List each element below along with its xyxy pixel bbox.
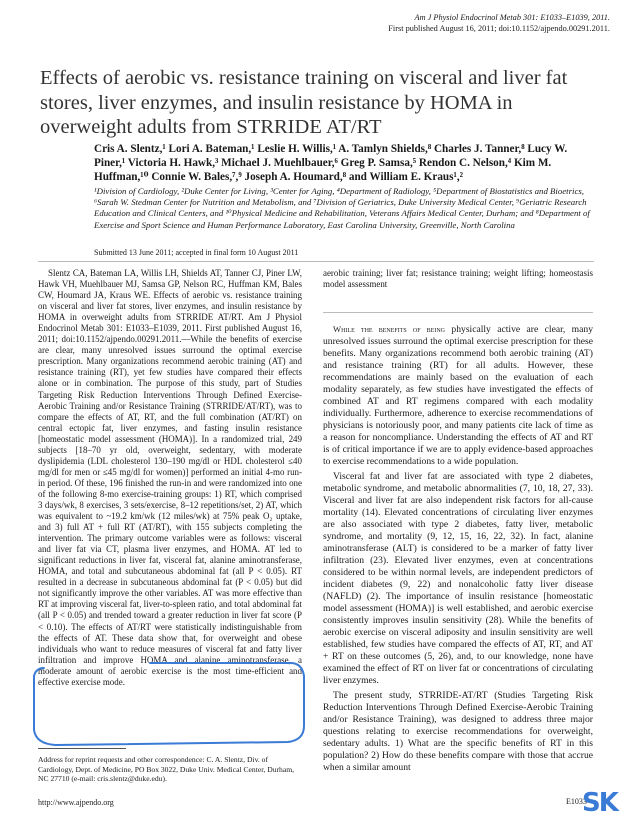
affiliations: ¹Division of Cardiology, ²Duke Center for Living, ³Center for Aging, ⁴Department of Radiology, ⁵Department of Biostatistics and Bioetrics, ⁶Sarah W. Stedman Center for Nutrition and Metabolism, and ⁷Division of Geriatrics, Duke University Medical Center, ⁹Geriatric Research Education and Clinical Centers, and ¹⁰Physical Medicine and Rehabilitation, Veterans Affairs Medical Center, Durham; and ⁸Department of Exercise and Sport Science and Human Performance Laboratory, East Carolina University, Greenville, North Carolina — [94, 186, 590, 230]
intro-text-1: physically active are clear, many unresolved issues surround the optimal exercise prescription for these benefits. Many organizations recommend both aerobic training (AT) and resistance training (RT) for all adults. However, these recommendations are mainly based on the evaluation of each modality separately, as few studies have investigated the effects of combined AT and RT regimens compared with each modality individually. Furthermore, adherence to exercise recommendations of physicians is notoriously poor, and many patients cite lack of time as a reason for noncompliance. Understanding the effects of AT and RT is of critical importance if we are to apply evidence-based approaches to exercise recommendations to a wide population. — [323, 324, 593, 467]
article-title: Effects of aerobic vs. resistance training on visceral and liver fat stores, liver enzymes, and insulin resistance by HOMA in overweight adults from STRRIDE AT/RT — [40, 67, 568, 138]
highlight-circle — [34, 663, 304, 745]
submission-dates: Submitted 13 June 2011; accepted in final form 10 August 2011 — [94, 248, 299, 257]
page-number: E1033 — [566, 797, 587, 806]
journal-url[interactable]: http://www.ajpendo.org — [38, 798, 114, 807]
intro-paragraph-3: The present study, STRRIDE-AT/RT (Studies Targeting Risk Reduction Interventions Through Defined Exercise-Aerobic Training and/or Resistance Training), was designed to address three major questions relating to exercise recommendations for overweight, sedentary adults. 1) What are the specific benefits of RT in this population? 2) How do these benefits compare with those that accrue when a similar amount — [323, 690, 593, 773]
author-list: Cris A. Slentz,¹ Lori A. Bateman,¹ Leslie H. Willis,¹ A. Tamlyn Shields,⁸ Charles J. Tanner,⁸ Lucy W. Piner,¹ Victoria H. Hawk,³ Michael J. Muehlbauer,⁶ Greg P. Samsa,⁵ Rendon C. Nelson,⁴ Kim M. Huffman,¹⁰ Connie W. Bales,⁷,⁹ Joseph A. Houmard,⁸ and William E. Kraus¹,² — [94, 143, 568, 183]
correspondence-footnote: Address for reprint requests and other correspondence: C. A. Slentz, Div. of Cardiology, Dept. of Medicine, PO Box 3022, Duke Univ. Medical Center, Durham, NC 27710 (e-mail: cris.slentz@duke.edu). — [38, 755, 295, 784]
intro-lead: While the benefits of being — [333, 324, 446, 334]
intro-paragraph-2: Visceral fat and liver fat are associated with type 2 diabetes, metabolic syndrome, and metabolic abnormalities (7, 10, 18, 27, 33). Visceral and liver fat are also independent risk factors for all-cause mortality (14). Elevated concentrations of circulating liver enzymes are also associated with type 2 diabetes, fatty liver, metabolic syndrome, and mortality (9, 12, 15, 16, 22, 32). In fact, alanine aminotransferase (ALT) is considered to be a marker of fatty liver infiltration (23). Elevated liver enzymes, even at concentrations considered to be within normal levels, are independent predictors of incident diabetes (9, 22) and nonalcoholic fatty liver disease (NAFLD) (2). The importance of insulin resistance [homeostatic model assessment (HOMA)] is well established, and aerobic exercise consistently improves insulin sensitivity (28). While the benefits of aerobic exercise on visceral adiposity and insulin sensitivity are well established, few studies have compared the effects of AT, RT, and AT + RT on these outcomes (5, 26), and, to our knowledge, none have examined the effect of RT on liver fat or concentrations of circulating liver enzymes. — [323, 471, 593, 686]
abstract-text: Slentz CA, Bateman LA, Willis LH, Shields AT, Tanner CJ, Piner LW, Hawk VH, Muehlbauer MJ, Samsa GP, Nelson RC, Huffman KM, Bales CW, Houmard JA, Kraus WE. Effects of aerobic vs. resistance training on visceral and liver fat stores, liver enzymes, and insulin resistance by HOMA in overweight adults from STRRIDE AT/RT. Am J Physiol Endocrinol Metab 301: E1033–E1039, 2011. First published August 16, 2011; doi:10.1152/ajpendo.00291.2011.—While the benefits of exercise are clear, many unresolved issues surround the optimal exercise prescription. Many organizations recommend aerobic training (AT) and resistance training (RT), yet few studies have compared their effects alone or in combination. The purpose of this study, part of Studies Targeting Risk Reduction Interventions Through Defined Exercise-Aerobic Training and/or Resistance Training (STRRIDE/AT/RT), was to compare the effects of AT, RT, and the full combination (AT/RT) on central ectopic fat, liver enzymes, and fasting insulin resistance [homeostatic model assessment (HOMA)]. In a randomized trial, 249 subjects [18–70 yr old, overweight, sedentary, with moderate dyslipidemia (LDL cholesterol 130–190 mg/dl or HDL cholesterol ≤40 mg/dl for men or ≤45 mg/dl for women)] performed an initial 4-mo run-in period. Of these, 196 finished the run-in and were randomized into one of the following 8-mo exercise-training groups: 1) RT, which comprised 3 days/wk, 8 exercises, 3 sets/exercise, 8–12 repetitions/set, 2) AT, which was equivalent to ~19.2 km/wk (12 miles/wk) at 75% peak O₂ uptake, and 3) full AT + full RT (AT/RT), with 155 subjects completing the intervention. The primary outcome variables were as follows: visceral and liver fat via CT, plasma liver enzymes, and HOMA. AT led to significant reductions in liver fat, visceral fat, alanine aminotransferase, HOMA, and total and subcutaneous abdominal fat (all P < 0.05). RT resulted in a decrease in subcutaneous abdominal fat (P < 0.05) but did not significantly improve the other variables. AT was more effective than RT at improving visceral fat, liver-to-spleen ratio, and total abdominal fat (all P < 0.05) and trended toward a greater reduction in liver fat score (P < 0.10). The effects of AT/RT were statistically indistinguishable from the effects of AT. These data show that, for overweight and obese individuals who want to reduce measures of visceral fat and fatty liver infiltration and improve HOMA and alanine aminotransferase, a moderate amount of aerobic exercise is the most time-efficient and effective exercise mode. — [38, 268, 302, 687]
handwritten-initials: SK — [582, 788, 617, 818]
footnote-rule — [38, 748, 126, 749]
journal-published: First published August 16, 2011; doi:10.1152/ajpendo.00291.2011. — [388, 23, 610, 33]
keywords: aerobic training; liver fat; resistance training; weight lifting; homeostasis model assessment — [323, 268, 593, 290]
journal-citation: Am J Physiol Endocrinol Metab 301: E1033–E1039, 2011. — [414, 13, 610, 22]
